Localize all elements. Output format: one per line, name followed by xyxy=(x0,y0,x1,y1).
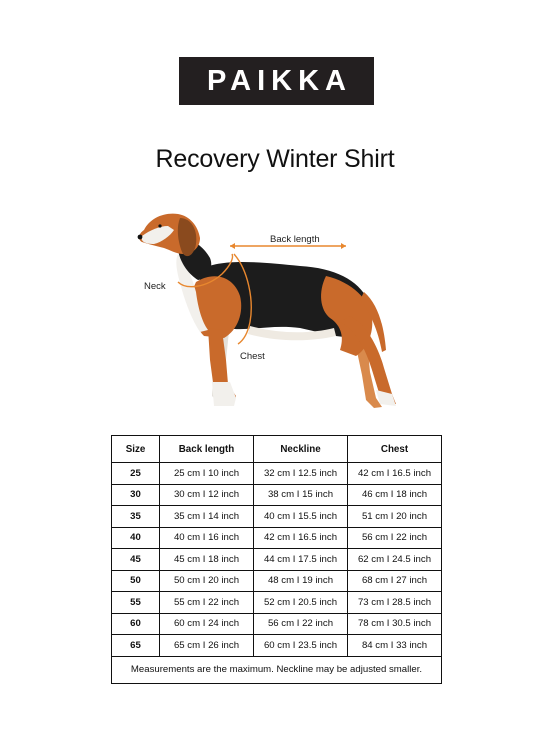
page-title: Recovery Winter Shirt xyxy=(155,145,395,173)
neckline-cell: 32 cm I 12.5 inch xyxy=(254,463,348,485)
chest-cell: 84 cm I 33 inch xyxy=(348,635,442,657)
back-length-label: Back length xyxy=(270,234,320,245)
back-length-cell: 25 cm I 10 inch xyxy=(160,463,254,485)
neckline-cell: 56 cm I 22 inch xyxy=(254,613,348,635)
chest-cell: 42 cm I 16.5 inch xyxy=(348,463,442,485)
chest-cell: 56 cm I 22 inch xyxy=(348,527,442,549)
neckline-cell: 40 cm I 15.5 inch xyxy=(254,506,348,528)
size-cell: 60 xyxy=(112,613,160,635)
back-length-cell: 40 cm I 16 inch xyxy=(160,527,254,549)
back-length-cell: 60 cm I 24 inch xyxy=(160,613,254,635)
chest-cell: 51 cm I 20 inch xyxy=(348,506,442,528)
chest-cell: 78 cm I 30.5 inch xyxy=(348,613,442,635)
chest-cell: 62 cm I 24.5 inch xyxy=(348,549,442,571)
table-row xyxy=(112,506,442,528)
back-length-cell: 55 cm I 22 inch xyxy=(160,592,254,614)
size-cell: 55 xyxy=(112,592,160,614)
chest-cell: 73 cm I 28.5 inch xyxy=(348,592,442,614)
chest-label: Chest xyxy=(240,351,265,362)
dog-measurement-illustration xyxy=(130,200,430,425)
neckline-cell: 38 cm I 15 inch xyxy=(254,484,348,506)
size-cell: 65 xyxy=(112,635,160,657)
header-back-length: Back length xyxy=(160,436,254,463)
size-cell: 50 xyxy=(112,570,160,592)
back-length-cell: 50 cm I 20 inch xyxy=(160,570,254,592)
back-length-cell: 65 cm I 26 inch xyxy=(160,635,254,657)
back-length-arrow-left xyxy=(230,243,235,249)
size-chart-header-row xyxy=(112,436,442,463)
table-row xyxy=(112,484,442,506)
table-row xyxy=(112,549,442,571)
dog-eye xyxy=(158,224,161,227)
size-chart-table xyxy=(111,435,442,684)
size-cell: 25 xyxy=(112,463,160,485)
dog-front-paw xyxy=(212,382,236,406)
table-row xyxy=(112,592,442,614)
table-row xyxy=(112,635,442,657)
dog-nose xyxy=(138,235,143,240)
size-cell: 45 xyxy=(112,549,160,571)
dog-figure xyxy=(130,200,430,425)
size-cell: 40 xyxy=(112,527,160,549)
size-cell: 30 xyxy=(112,484,160,506)
back-length-cell: 45 cm I 18 inch xyxy=(160,549,254,571)
header-size: Size xyxy=(112,436,160,463)
size-chart-footnote-row xyxy=(112,656,442,683)
back-length-cell: 30 cm I 12 inch xyxy=(160,484,254,506)
neckline-cell: 48 cm I 19 inch xyxy=(254,570,348,592)
neckline-cell: 60 cm I 23.5 inch xyxy=(254,635,348,657)
neck-label: Neck xyxy=(144,281,166,292)
neckline-cell: 42 cm I 16.5 inch xyxy=(254,527,348,549)
table-row xyxy=(112,527,442,549)
chest-cell: 68 cm I 27 inch xyxy=(348,570,442,592)
brand-logo xyxy=(179,57,374,105)
back-length-arrow-right xyxy=(341,243,346,249)
table-row xyxy=(112,570,442,592)
chest-cell: 46 cm I 18 inch xyxy=(348,484,442,506)
neckline-cell: 52 cm I 20.5 inch xyxy=(254,592,348,614)
header-chest: Chest xyxy=(348,436,442,463)
back-length-measure xyxy=(230,234,346,249)
back-length-cell: 35 cm I 14 inch xyxy=(160,506,254,528)
brand-logo-text: PAIKKA xyxy=(206,64,353,97)
size-chart-footnote: Measurements are the maximum. Neckline may be adjusted smaller. xyxy=(112,656,442,683)
header-neckline: Neckline xyxy=(254,436,348,463)
size-cell: 35 xyxy=(112,506,160,528)
neckline-cell: 44 cm I 17.5 inch xyxy=(254,549,348,571)
table-row xyxy=(112,613,442,635)
table-row xyxy=(112,463,442,485)
